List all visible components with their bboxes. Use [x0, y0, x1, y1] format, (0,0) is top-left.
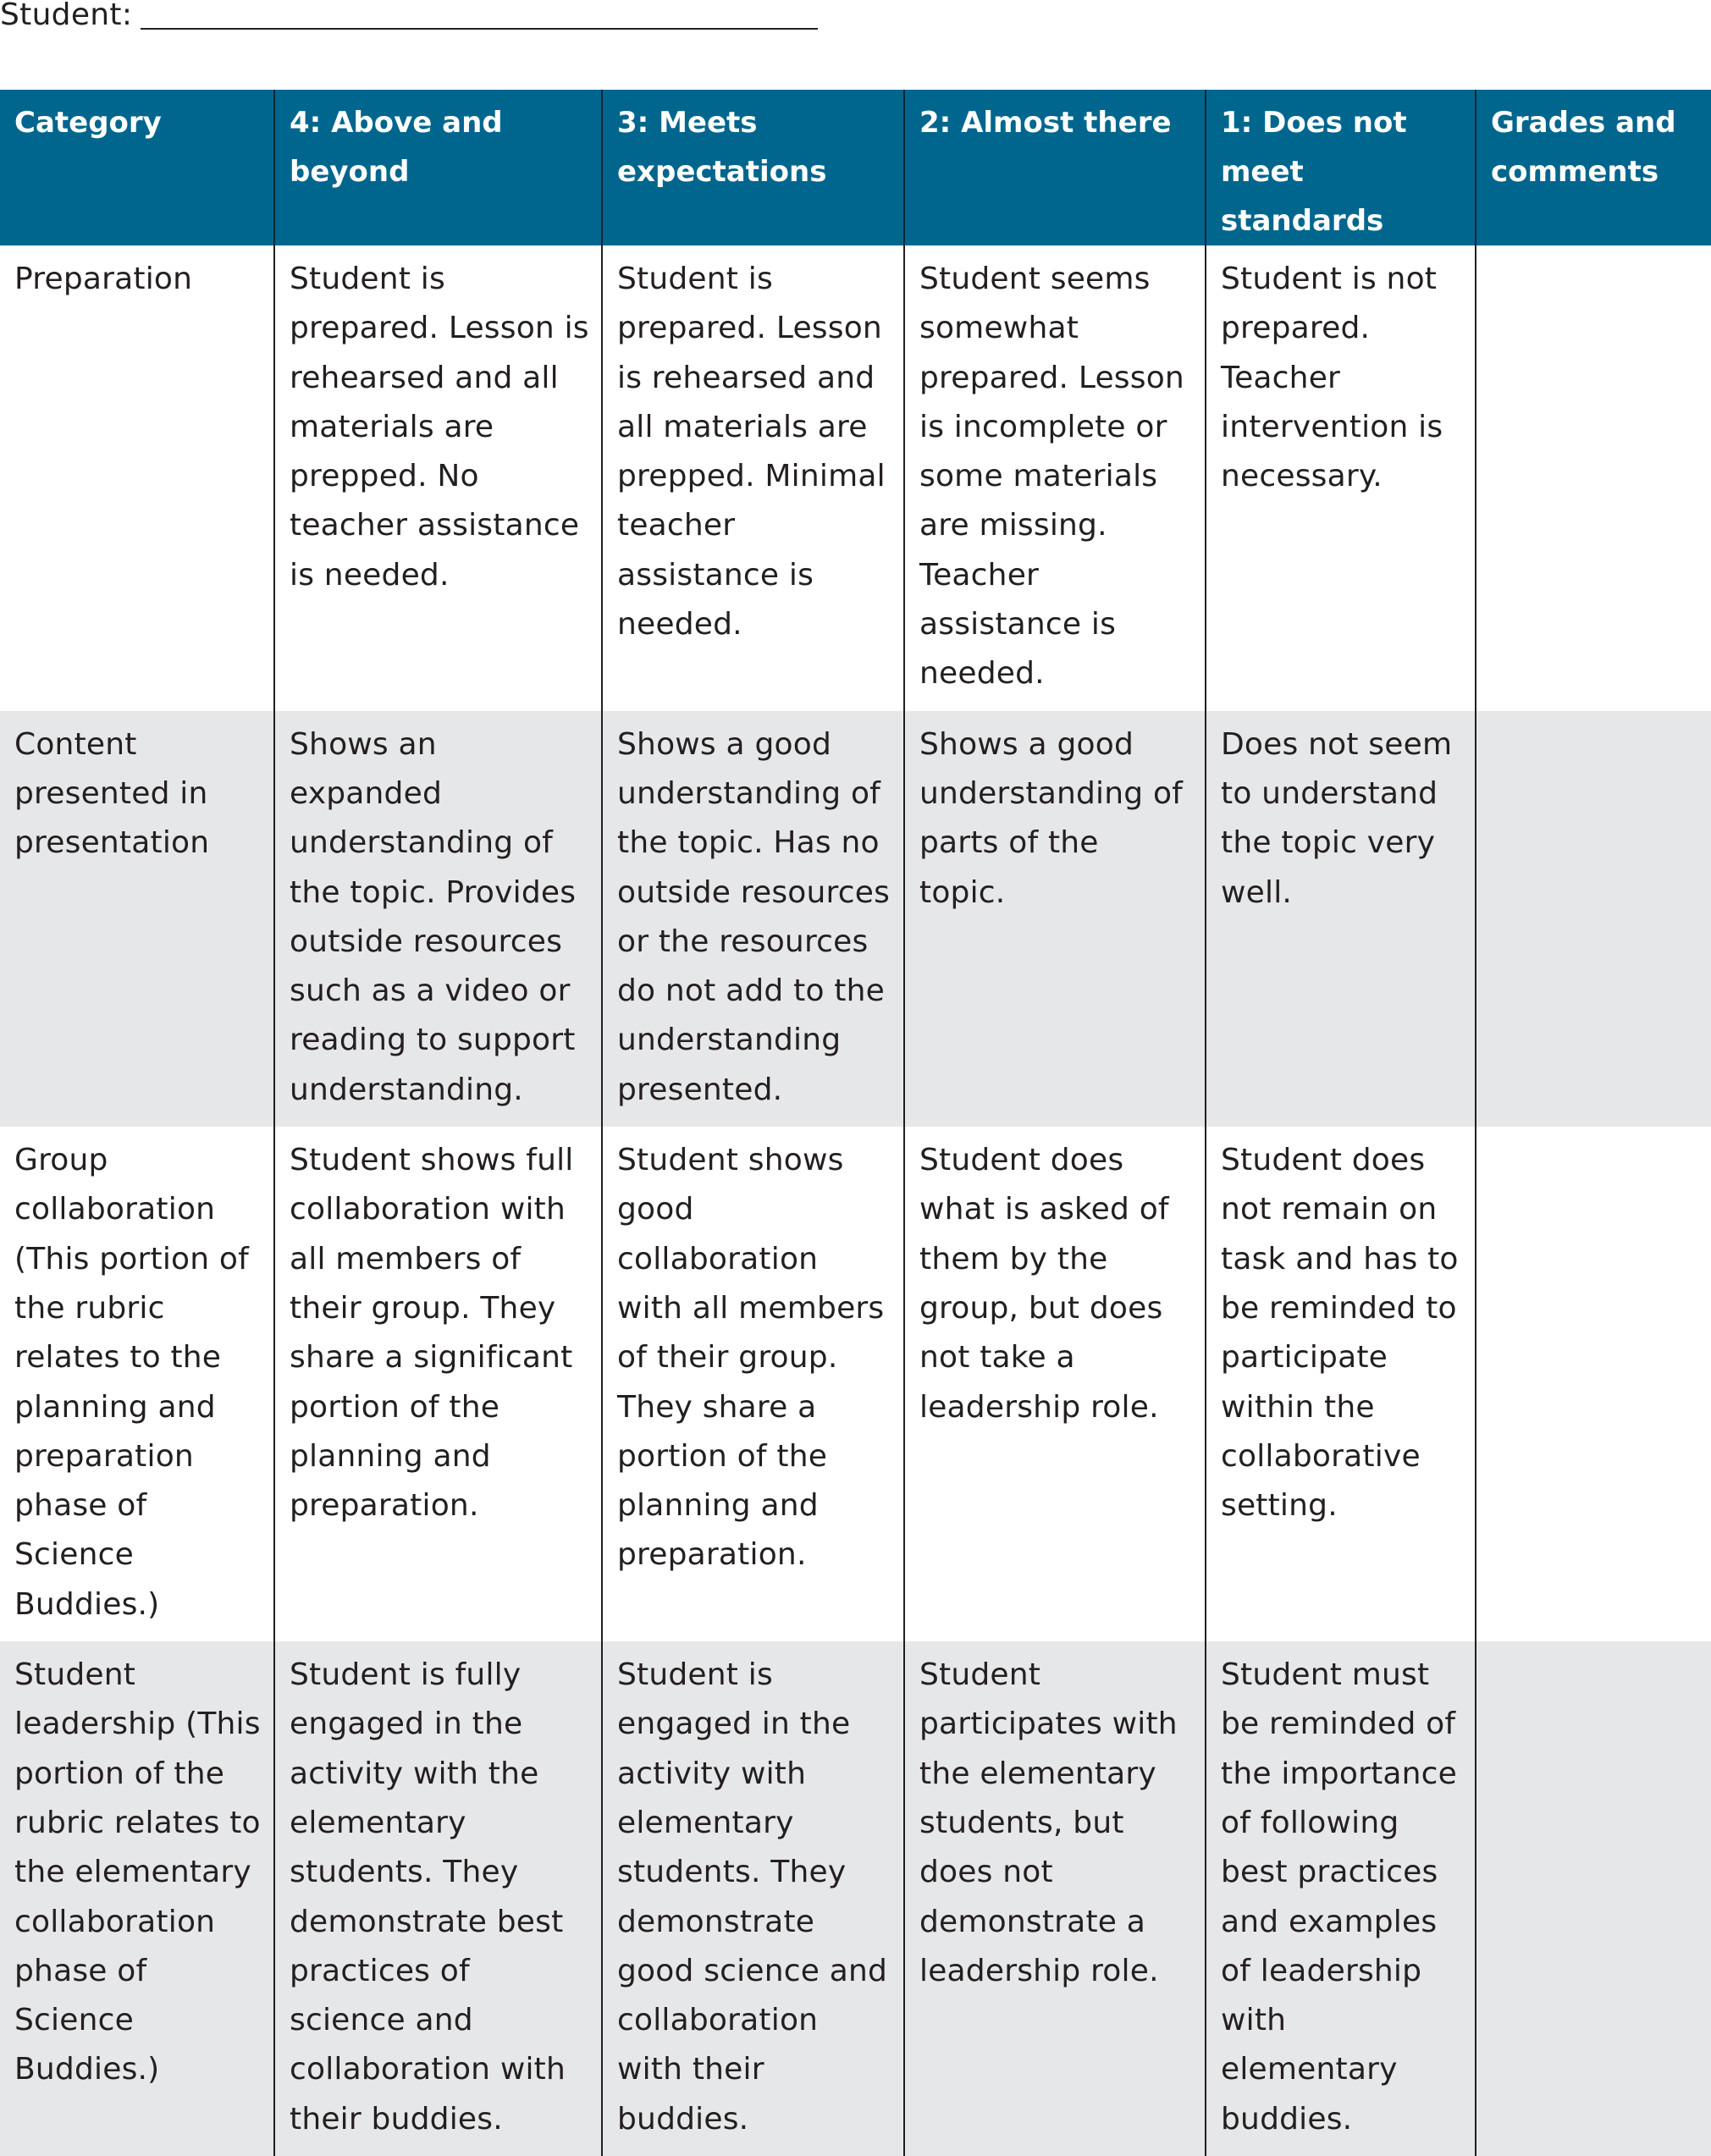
grades-comments-cell[interactable] — [1476, 245, 1711, 711]
rubric-body — [0, 245, 1711, 2156]
category-cell: Content presented in presentation — [14, 726, 210, 861]
category-cell: Student leadership (This portion of the rubric relates to the elementary collaboration phase of Science Buddies.) — [14, 1657, 261, 2087]
level-1-cell: Student does not remain on task and has to be reminded to participate within the collaborative setting. — [1206, 1127, 1476, 1641]
level-2-cell: Student does what is asked of them by the group, but does not take a leadership role. — [904, 1127, 1206, 1641]
student-name-blank-line[interactable] — [141, 28, 818, 30]
level-1-cell: Student is not prepared. Teacher intervention is necessary. — [1206, 245, 1476, 711]
header-category: Category — [14, 106, 162, 140]
header-row — [0, 90, 1711, 245]
table-row — [0, 245, 1711, 711]
grades-comments-cell[interactable] — [1476, 1641, 1711, 2156]
level-1-cell: Does not seem to understand the topic very well. — [1206, 711, 1476, 1127]
level-3-cell: Student is prepared. Lesson is rehearsed and all materials are prepped. Minimal teacher assistance is needed. — [602, 245, 904, 711]
grades-comments-cell[interactable] — [1476, 1127, 1711, 1641]
level-3-cell: Student is engaged in the activity with elementary students. They demonstrate good science and collaboration with their buddies. — [602, 1641, 904, 2156]
level-4-cell: Student shows full collaboration with all members of their group. They share a significant portion of the planning and preparation. — [274, 1127, 602, 1641]
level-4-cell: Shows an expanded understanding of the topic. Provides outside resources such as a video or reading to support understanding. — [274, 711, 602, 1127]
level-2-cell: Shows a good understanding of parts of the topic. — [904, 711, 1206, 1127]
header-level-1: 1: Does not meet standards — [1206, 90, 1476, 245]
student-label: Student: — [0, 0, 133, 32]
level-2-cell: Student participates with the elementary students, but does not demonstrate a leadership role. — [904, 1641, 1206, 2156]
category-cell: Preparation — [14, 262, 193, 296]
student-name-row — [0, 0, 132, 41]
level-3-cell: Student shows good collaboration with all members of their group. They share a portion of the planning and preparation. — [602, 1127, 904, 1641]
level-2-cell: Student seems somewhat prepared. Lesson is incomplete or some materials are missing. Teacher assistance is needed. — [904, 245, 1206, 711]
level-3-cell: Shows a good understanding of the topic. Has no outside resources or the resources do not add to the understanding presented. — [602, 711, 904, 1127]
header-level-2: 2: Almost there — [904, 90, 1206, 245]
rubric-header — [0, 90, 1711, 245]
header-level-4: 4: Above and beyond — [274, 90, 602, 245]
table-row — [0, 711, 1711, 1127]
header-grades-comments: Grades and comments — [1476, 90, 1711, 245]
rubric-table — [0, 90, 1711, 2156]
level-1-cell: Student must be reminded of the importance of following best practices and examples of leadership with elementary buddies. — [1206, 1641, 1476, 2156]
table-row — [0, 1641, 1711, 2156]
table-row — [0, 1127, 1711, 1641]
level-4-cell: Student is fully engaged in the activity with the elementary students. They demonstrate best practices of science and collaboration with their buddies. — [274, 1641, 602, 2156]
grades-comments-cell[interactable] — [1476, 711, 1711, 1127]
category-cell: Group collaboration (This portion of the rubric relates to the planning and preparation phase of Science Buddies.) — [14, 1143, 250, 1622]
level-4-cell: Student is prepared. Lesson is rehearsed and all materials are prepped. No teacher assistance is needed. — [274, 245, 602, 711]
header-level-3: 3: Meets expectations — [602, 90, 904, 245]
